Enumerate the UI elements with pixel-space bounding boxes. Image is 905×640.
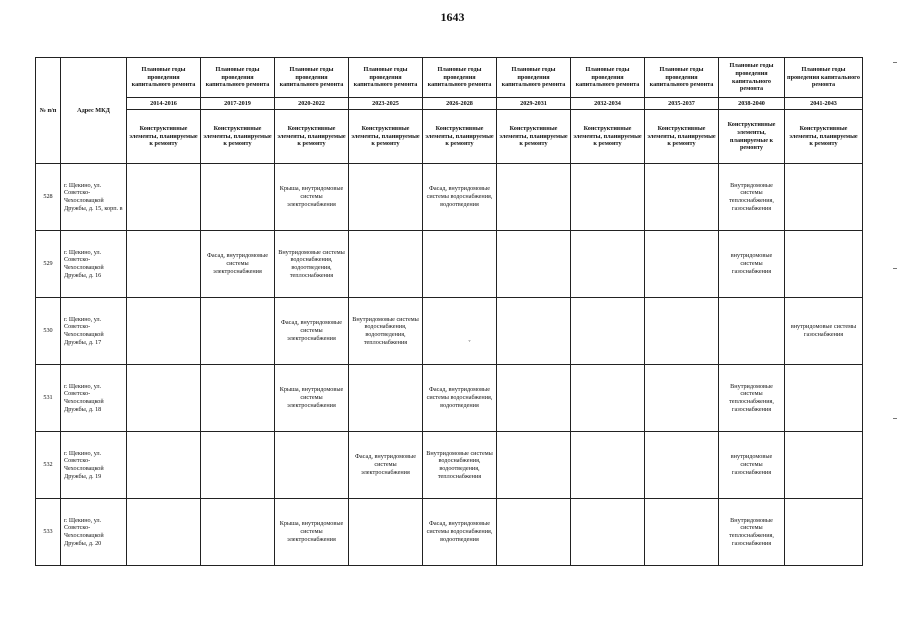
work-cell [785,432,863,499]
work-cell [497,231,571,298]
work-cell [497,298,571,365]
plan-label-cell: Плановые годы проведения капитального ремонта [571,58,645,98]
table-row [36,365,863,432]
work-cell [201,499,275,566]
table-row [36,164,863,231]
work-cell [571,432,645,499]
row-number: 529 [36,231,61,298]
address-cell: г. Щекино, ул. Советско-Чехословацкой Дружбы, д. 15, корп. в [61,164,127,231]
work-cell [275,432,349,499]
work-cell [571,499,645,566]
work-cell [497,432,571,499]
elements-label-cell: Конструктивные элементы, планируемые к ремонту [275,110,349,164]
work-cell [127,231,201,298]
elements-label-cell: Конструктивные элементы, планируемые к ремонту [497,110,571,164]
period-cell: 2026-2028 [423,98,497,110]
work-cell [497,365,571,432]
row-number: 532 [36,432,61,499]
stray-mark: ˅ [468,340,471,347]
work-cell [571,164,645,231]
work-cell [645,432,719,499]
edge-mark [893,418,897,419]
work-cell: Внутридомовые системы водоснабжения, водоотведения, теплоснабжения [275,231,349,298]
period-cell: 2035-2037 [645,98,719,110]
work-cell [201,164,275,231]
num-header: № п/п [36,58,61,164]
table-row [36,432,863,499]
work-cell: Внутридомовые системы теплоснабжения, газоснабжения [719,365,785,432]
work-cell [127,499,201,566]
work-cell: Крыша, внутридомовые системы электроснабжения [275,365,349,432]
table-row [36,298,863,365]
page-number: 1643 [440,10,465,24]
work-cell [423,298,497,365]
plan-label-cell: Плановые годы проведения капитального ремонта [497,58,571,98]
work-cell: внутридомовые системы газоснабжения [719,231,785,298]
elements-label-cell: Конструктивные элементы, планируемые к ремонту [785,110,863,164]
work-cell [127,298,201,365]
plan-label-cell: Плановые годы проведения капитального ремонта [349,58,423,98]
period-cell: 2023-2025 [349,98,423,110]
row-number: 530 [36,298,61,365]
row-number: 531 [36,365,61,432]
work-cell [497,164,571,231]
elements-label-cell: Конструктивные элементы, планируемые к ремонту [719,110,785,164]
address-cell: г. Щекино, ул. Советско-Чехословацкой Дружбы, д. 17 [61,298,127,365]
work-cell [645,499,719,566]
table-row [36,499,863,566]
work-cell: Внутридомовые системы водоснабжения, водоотведения, теплоснабжения [349,298,423,365]
work-cell [497,499,571,566]
work-cell [571,231,645,298]
address-cell: г. Щекино, ул. Советско-Чехословацкой Дружбы, д. 20 [61,499,127,566]
work-cell [645,164,719,231]
work-cell: Фасад, внутридомовые системы водоснабжения, водоотведения [423,365,497,432]
period-row [36,98,863,110]
elements-label-cell: Конструктивные элементы, планируемые к ремонту [645,110,719,164]
period-cell: 2038-2040 [719,98,785,110]
period-cell: 2020-2022 [275,98,349,110]
plan-label-cell: Плановые годы проведения капитального ремонта [785,58,863,98]
work-cell [571,298,645,365]
elements-label-cell: Конструктивные элементы, планируемые к ремонту [349,110,423,164]
address-cell: г. Щекино, ул. Советско-Чехословацкой Дружбы, д. 16 [61,231,127,298]
elements-label-cell: Конструктивные элементы, планируемые к ремонту [571,110,645,164]
elements-label-cell: Конструктивные элементы, планируемые к ремонту [423,110,497,164]
elements-label-row [36,110,863,164]
work-cell [645,298,719,365]
work-cell: Фасад, внутридомовые системы водоснабжения, водоотведения [423,499,497,566]
work-cell [201,365,275,432]
work-cell [571,365,645,432]
work-cell [785,365,863,432]
work-cell [127,365,201,432]
address-cell: г. Щекино, ул. Советско-Чехословацкой Дружбы, д. 18 [61,365,127,432]
work-cell: Внутридомовые системы водоснабжения, водоотведения, теплоснабжения [423,432,497,499]
work-cell: внутридомовые системы газоснабжения [785,298,863,365]
work-cell [349,499,423,566]
period-cell: 2041-2043 [785,98,863,110]
plan-label-cell: Плановые годы проведения капитального ремонта [423,58,497,98]
edge-mark [893,268,897,269]
plan-label-cell: Плановые годы проведения капитального ремонта [127,58,201,98]
work-cell [423,231,497,298]
elements-label-cell: Конструктивные элементы, планируемые к ремонту [127,110,201,164]
period-cell: 2017-2019 [201,98,275,110]
work-cell: Крыша, внутридомовые системы электроснабжения [275,164,349,231]
work-cell [645,231,719,298]
address-header: Адрес МКД [61,58,127,164]
plan-label-cell: Плановые годы проведения капитального ремонта [275,58,349,98]
work-cell [719,298,785,365]
work-cell [127,432,201,499]
work-cell [785,164,863,231]
work-cell: Фасад, внутридомовые системы электроснабжения [275,298,349,365]
period-cell: 2029-2031 [497,98,571,110]
work-cell: Фасад, внутридомовые системы водоснабжения, водоотведения [423,164,497,231]
work-cell [349,164,423,231]
work-cell [201,432,275,499]
table-body [36,164,863,566]
work-cell [785,231,863,298]
work-cell: Внутридомовые системы теплоснабжения, газоснабжения [719,499,785,566]
work-cell: Фасад, внутридомовые системы электроснабжения [201,231,275,298]
plan-label-row [36,58,863,98]
table-header [36,58,863,164]
plan-label-cell: Плановые годы проведения капитального ремонта [645,58,719,98]
row-number: 533 [36,499,61,566]
table-row [36,231,863,298]
work-cell: Внутридомовые системы теплоснабжения, газоснабжения [719,164,785,231]
work-cell [349,231,423,298]
period-cell: 2032-2034 [571,98,645,110]
work-cell [201,298,275,365]
work-cell [645,365,719,432]
work-cell [127,164,201,231]
repair-schedule-table [35,57,863,566]
plan-label-cell: Плановые годы проведения капитального ремонта [719,58,785,98]
edge-mark [893,62,897,63]
address-cell: г. Щекино, ул. Советско-Чехословацкой Дружбы, д. 19 [61,432,127,499]
elements-label-cell: Конструктивные элементы, планируемые к ремонту [201,110,275,164]
row-number: 528 [36,164,61,231]
plan-label-cell: Плановые годы проведения капитального ремонта [201,58,275,98]
work-cell: внутридомовые системы газоснабжения [719,432,785,499]
work-cell [349,365,423,432]
work-cell [785,499,863,566]
work-cell: Фасад, внутридомовые системы электроснабжения [349,432,423,499]
period-cell: 2014-2016 [127,98,201,110]
work-cell: Крыша, внутридомовые системы электроснабжения [275,499,349,566]
